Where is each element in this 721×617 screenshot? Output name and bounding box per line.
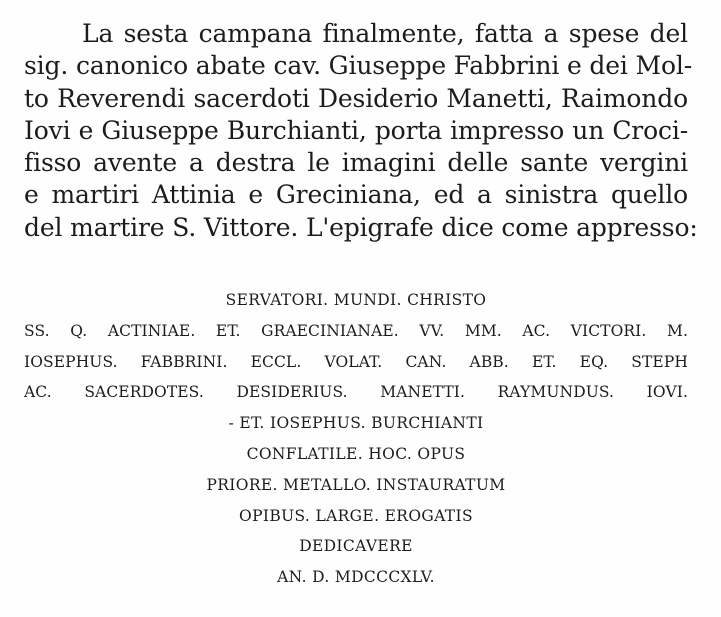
prose-line: del martire S. Vittore. L'epigrafe dice come appresso: <box>24 212 698 242</box>
epigraph-inscription <box>24 285 688 593</box>
prose-line: fisso avente a destra le imagini delle sante vergini <box>24 148 688 178</box>
prose-line: to Reverendi sacerdoti Desiderio Manetti, Raimondo <box>24 83 688 113</box>
inscription-line: OPIBUS. LARGE. EROGATIS <box>239 506 473 525</box>
inscription-line: AC. SACERDOTES. DESIDERIUS. MANETTI. RAYMUNDUS. IOVI. <box>24 383 688 402</box>
inscription-line: SERVATORI. MUNDI. CHRISTO <box>225 291 487 309</box>
inscription-line: IOSEPHUS. FABBRINI. ECCL. VOLAT. CAN. ABB. ET. EQ. STEPH <box>24 352 688 371</box>
inscription-line: AN. D. MDCCCXLV. <box>277 568 435 587</box>
prose-line: e martiri Attinia e Greciniana, ed a sinistra quello <box>24 180 688 210</box>
inscription-line: CONFLATILE. HOC. OPUS <box>246 444 466 463</box>
prose-paragraph <box>24 18 698 244</box>
inscription-line: PRIORE. METALLO. INSTAURATUM <box>206 475 506 494</box>
inscription-line: DEDICAVERE <box>299 537 413 556</box>
prose-line: Iovi e Giuseppe Burchianti, porta impresso un Croci- <box>24 115 688 145</box>
inscription-line: - ET. IOSEPHUS. BURCHIANTI <box>228 414 484 433</box>
prose-line: La sesta campana finalmente, fatta a spese del <box>82 19 688 48</box>
prose-line: sig. canonico abate cav. Giuseppe Fabbrini e dei Mol- <box>24 51 693 81</box>
inscription-line: SS. Q. ACTINIAE. ET. GRAECINIANAE. VV. MM. AC. VICTORI. M. <box>24 321 688 340</box>
